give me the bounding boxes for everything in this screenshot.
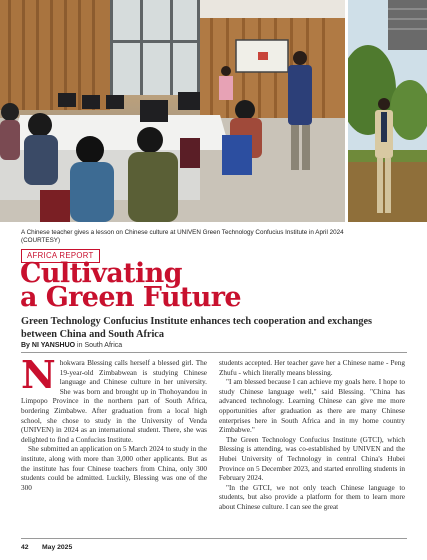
- article-column-right: [219, 359, 405, 513]
- deck: Green Technology Confucius Institute enhances tech cooperation and exchanges between China and South Africa: [21, 316, 373, 340]
- article-column-left: [21, 352, 207, 493]
- page-footer: [21, 538, 407, 553]
- headline-line-1: Cultivating: [20, 258, 182, 289]
- article-paragraph: The Green Technology Confucius Institute (GTCI), which Blessing is attending, was co-established by UNIVEN and the Hubei University of Technology in central China's Hubei Province on 5 December 2023, and started enrolling students in February 2024.: [219, 435, 405, 483]
- byline: [21, 342, 407, 353]
- dropcap: N: [21, 352, 56, 397]
- article-paragraph-text: hokwara Blessing calls herself a blessed girl. The 19-year-old Zimbabwean is studying Chinese language and Chinese culture in her university. She was born and brought up in Thohoyandou in Limpopo Province in the northern part of South Africa, bordering Zimbabwe. After graduation from a local high school, she chose to study in the University of Venda (UNIVEN) in 2024 as an international student. There, she was delighted to find a Confucius Institute.: [21, 359, 207, 444]
- issue-date: May 2025: [42, 544, 73, 551]
- byline-location: in South Africa: [77, 342, 123, 349]
- section-tag: AFRICA REPORT: [21, 249, 100, 263]
- classroom-photo-illustration: [0, 0, 345, 222]
- photo-caption: A Chinese teacher gives a lesson on Chinese culture at UNIVEN Green Technology Confucius Institute in April 2024 (COURTESY): [21, 229, 344, 244]
- article-paragraph: students accepted. Her teacher gave her a Chinese name - Peng Zhufu - which literally means blessing.: [219, 359, 405, 377]
- side-photo: [348, 0, 427, 222]
- article-paragraph: "I am blessed because I can achieve my goals here. I hope to study Chinese language well," said Blessing. "China has advanced technology. Learning Chinese can give me more opportunities after graduation as there are many Chinese enterprises here in South Africa and in my home country Zimbabwe.": [219, 378, 405, 435]
- article-paragraph: [21, 352, 207, 445]
- page-number: 42: [21, 544, 29, 551]
- headline: [20, 258, 320, 313]
- headline-line-2: a Green Future: [20, 282, 241, 313]
- side-photo-illustration: [348, 0, 427, 222]
- byline-author: NI YANSHUO: [31, 342, 76, 349]
- classroom-photo: [0, 0, 345, 222]
- byline-by: By: [21, 342, 30, 349]
- article-paragraph: She submitted an application on 5 March 2024 to study in the institute, along with more than 3,000 other applicants. But as the institute has four Chinese teachers from China, only 300 students could be admitted. Luckily, Blessing was one of the 300: [21, 445, 207, 492]
- article-paragraph: "In the GTCI, we not only teach Chinese language to students, but also provide a platform for them to learn more about Chinese culture. I can see the great: [219, 483, 405, 511]
